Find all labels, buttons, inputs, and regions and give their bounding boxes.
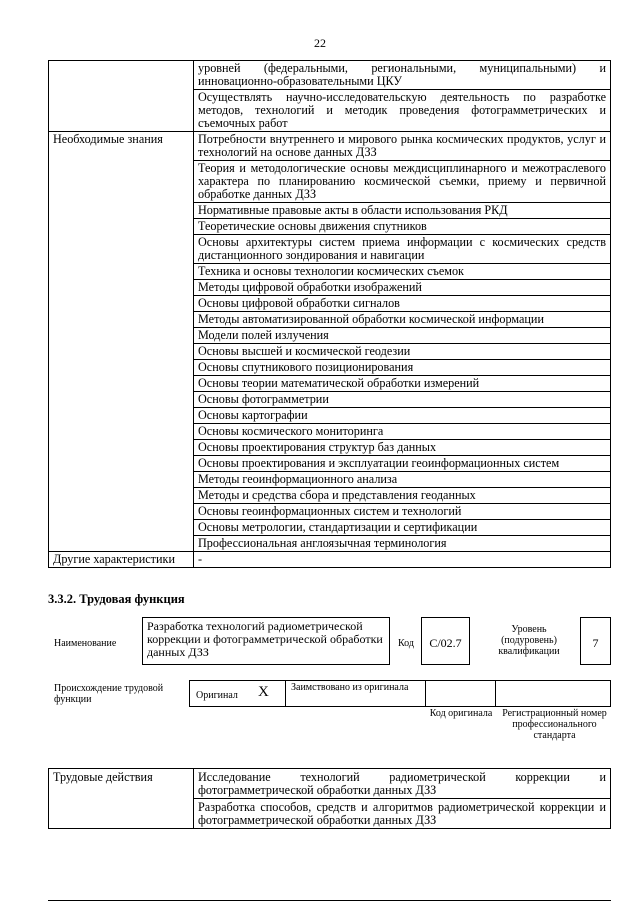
table-cell-text: Модели полей излучения: [194, 328, 611, 344]
code-value: С/02.7: [429, 636, 462, 650]
code-caption: Код оригинала: [429, 708, 493, 719]
code-box: [421, 617, 470, 665]
table-cell-text: Профессиональная англоязычная терминология: [194, 536, 611, 552]
table-cell-text: Техника и основы технологии космических съемок: [194, 264, 611, 280]
table-cell-text: Основы проектирования структур баз данных: [194, 440, 611, 456]
table-cell-text: Теоретические основы движения спутников: [194, 219, 611, 235]
knowledge-table: [48, 60, 611, 568]
table-cell-text: Основы космического мониторинга: [194, 424, 611, 440]
table-cell-text: Методы и средства сбора и представления геоданных: [194, 488, 611, 504]
continued-label-cell: [49, 61, 194, 132]
table-cell-text: Основы геоинформационных систем и технологий: [194, 504, 611, 520]
level-label: Уровень (подуровень) квалификации: [498, 624, 560, 657]
section-heading: 3.3.2. Трудовая функция: [48, 592, 185, 606]
table-cell-text: Основы проектирования и эксплуатации геоинформационных систем: [194, 456, 611, 472]
labor-actions-label: Трудовые действия: [49, 769, 194, 829]
name-label: Наименование: [54, 638, 117, 649]
table-cell-text: Основы цифровой обработки сигналов: [194, 296, 611, 312]
other-characteristics-label: Другие характеристики: [49, 552, 194, 568]
table-cell-text: Методы автоматизированной обработки космической информации: [194, 312, 611, 328]
table-cell-text: Основы метрологии, стандартизации и сертификации: [194, 520, 611, 536]
table-cell-text: Основы высшей и космической геодезии: [194, 344, 611, 360]
original-mark: X: [258, 684, 269, 700]
table-cell-text: Основы картографии: [194, 408, 611, 424]
level-value: 7: [592, 636, 599, 650]
borrowed-label: Заимствовано из оригинала: [291, 682, 409, 693]
level-box: [580, 617, 611, 665]
table-cell-text: Основы фотограмметрии: [194, 392, 611, 408]
table-cell-text: Теория и методологические основы междисциплинарного и межотраслевого характера по планированию космической съемки, приему и первичной обработке данных ДЗЗ: [194, 161, 611, 203]
table-cell-text: Нормативные правовые акты в области использования РКД: [194, 203, 611, 219]
table-cell-text: Основы спутникового позиционирования: [194, 360, 611, 376]
table-cell-text: Методы геоинформационного анализа: [194, 472, 611, 488]
table-cell-text: -: [194, 552, 611, 568]
page-number: 22: [314, 36, 326, 50]
table-cell-text: Осуществлять научно-исследовательскую деятельность по разработке методов, технологий и методик проведения фотограмметрических и съемочных работ: [194, 90, 611, 132]
origin-label: Происхождение трудовой функции: [54, 683, 164, 705]
code-label: Код: [398, 638, 414, 649]
reg-caption: Регистрационный номер профессионального стандарта: [502, 708, 607, 741]
bottom-rule: [48, 900, 611, 901]
table-cell-text: Основы архитектуры систем приема информации с космических средств дистанционного зондирования и навигации: [194, 235, 611, 264]
table-cell-text: Методы цифровой обработки изображений: [194, 280, 611, 296]
table-cell-text: Потребности внутреннего и мирового рынка космических продуктов, услуг и технологий на основе данных ДЗЗ: [194, 132, 611, 161]
knowledge-label: Необходимые знания: [49, 132, 194, 552]
labor-action-item: Разработка способов, средств и алгоритмов радиометрической коррекции и фотограмметрической обработки данных ДЗЗ: [194, 799, 611, 829]
labor-actions-table: [48, 768, 611, 829]
table-cell-text: уровней (федеральными, региональными, муниципальными) и инновационно-образовательными ЦКУ: [194, 61, 611, 90]
function-name-value: Разработка технологий радиометрической коррекции и фотограмметрической обработки данных ДЗЗ: [147, 619, 383, 659]
labor-action-item: Исследование технологий радиометрической коррекции и фотограмметрической обработки данных ДЗЗ: [194, 769, 611, 799]
original-label: Оригинал: [196, 690, 238, 701]
function-name-box: [142, 617, 390, 665]
table-cell-text: Основы теории математической обработки измерений: [194, 376, 611, 392]
